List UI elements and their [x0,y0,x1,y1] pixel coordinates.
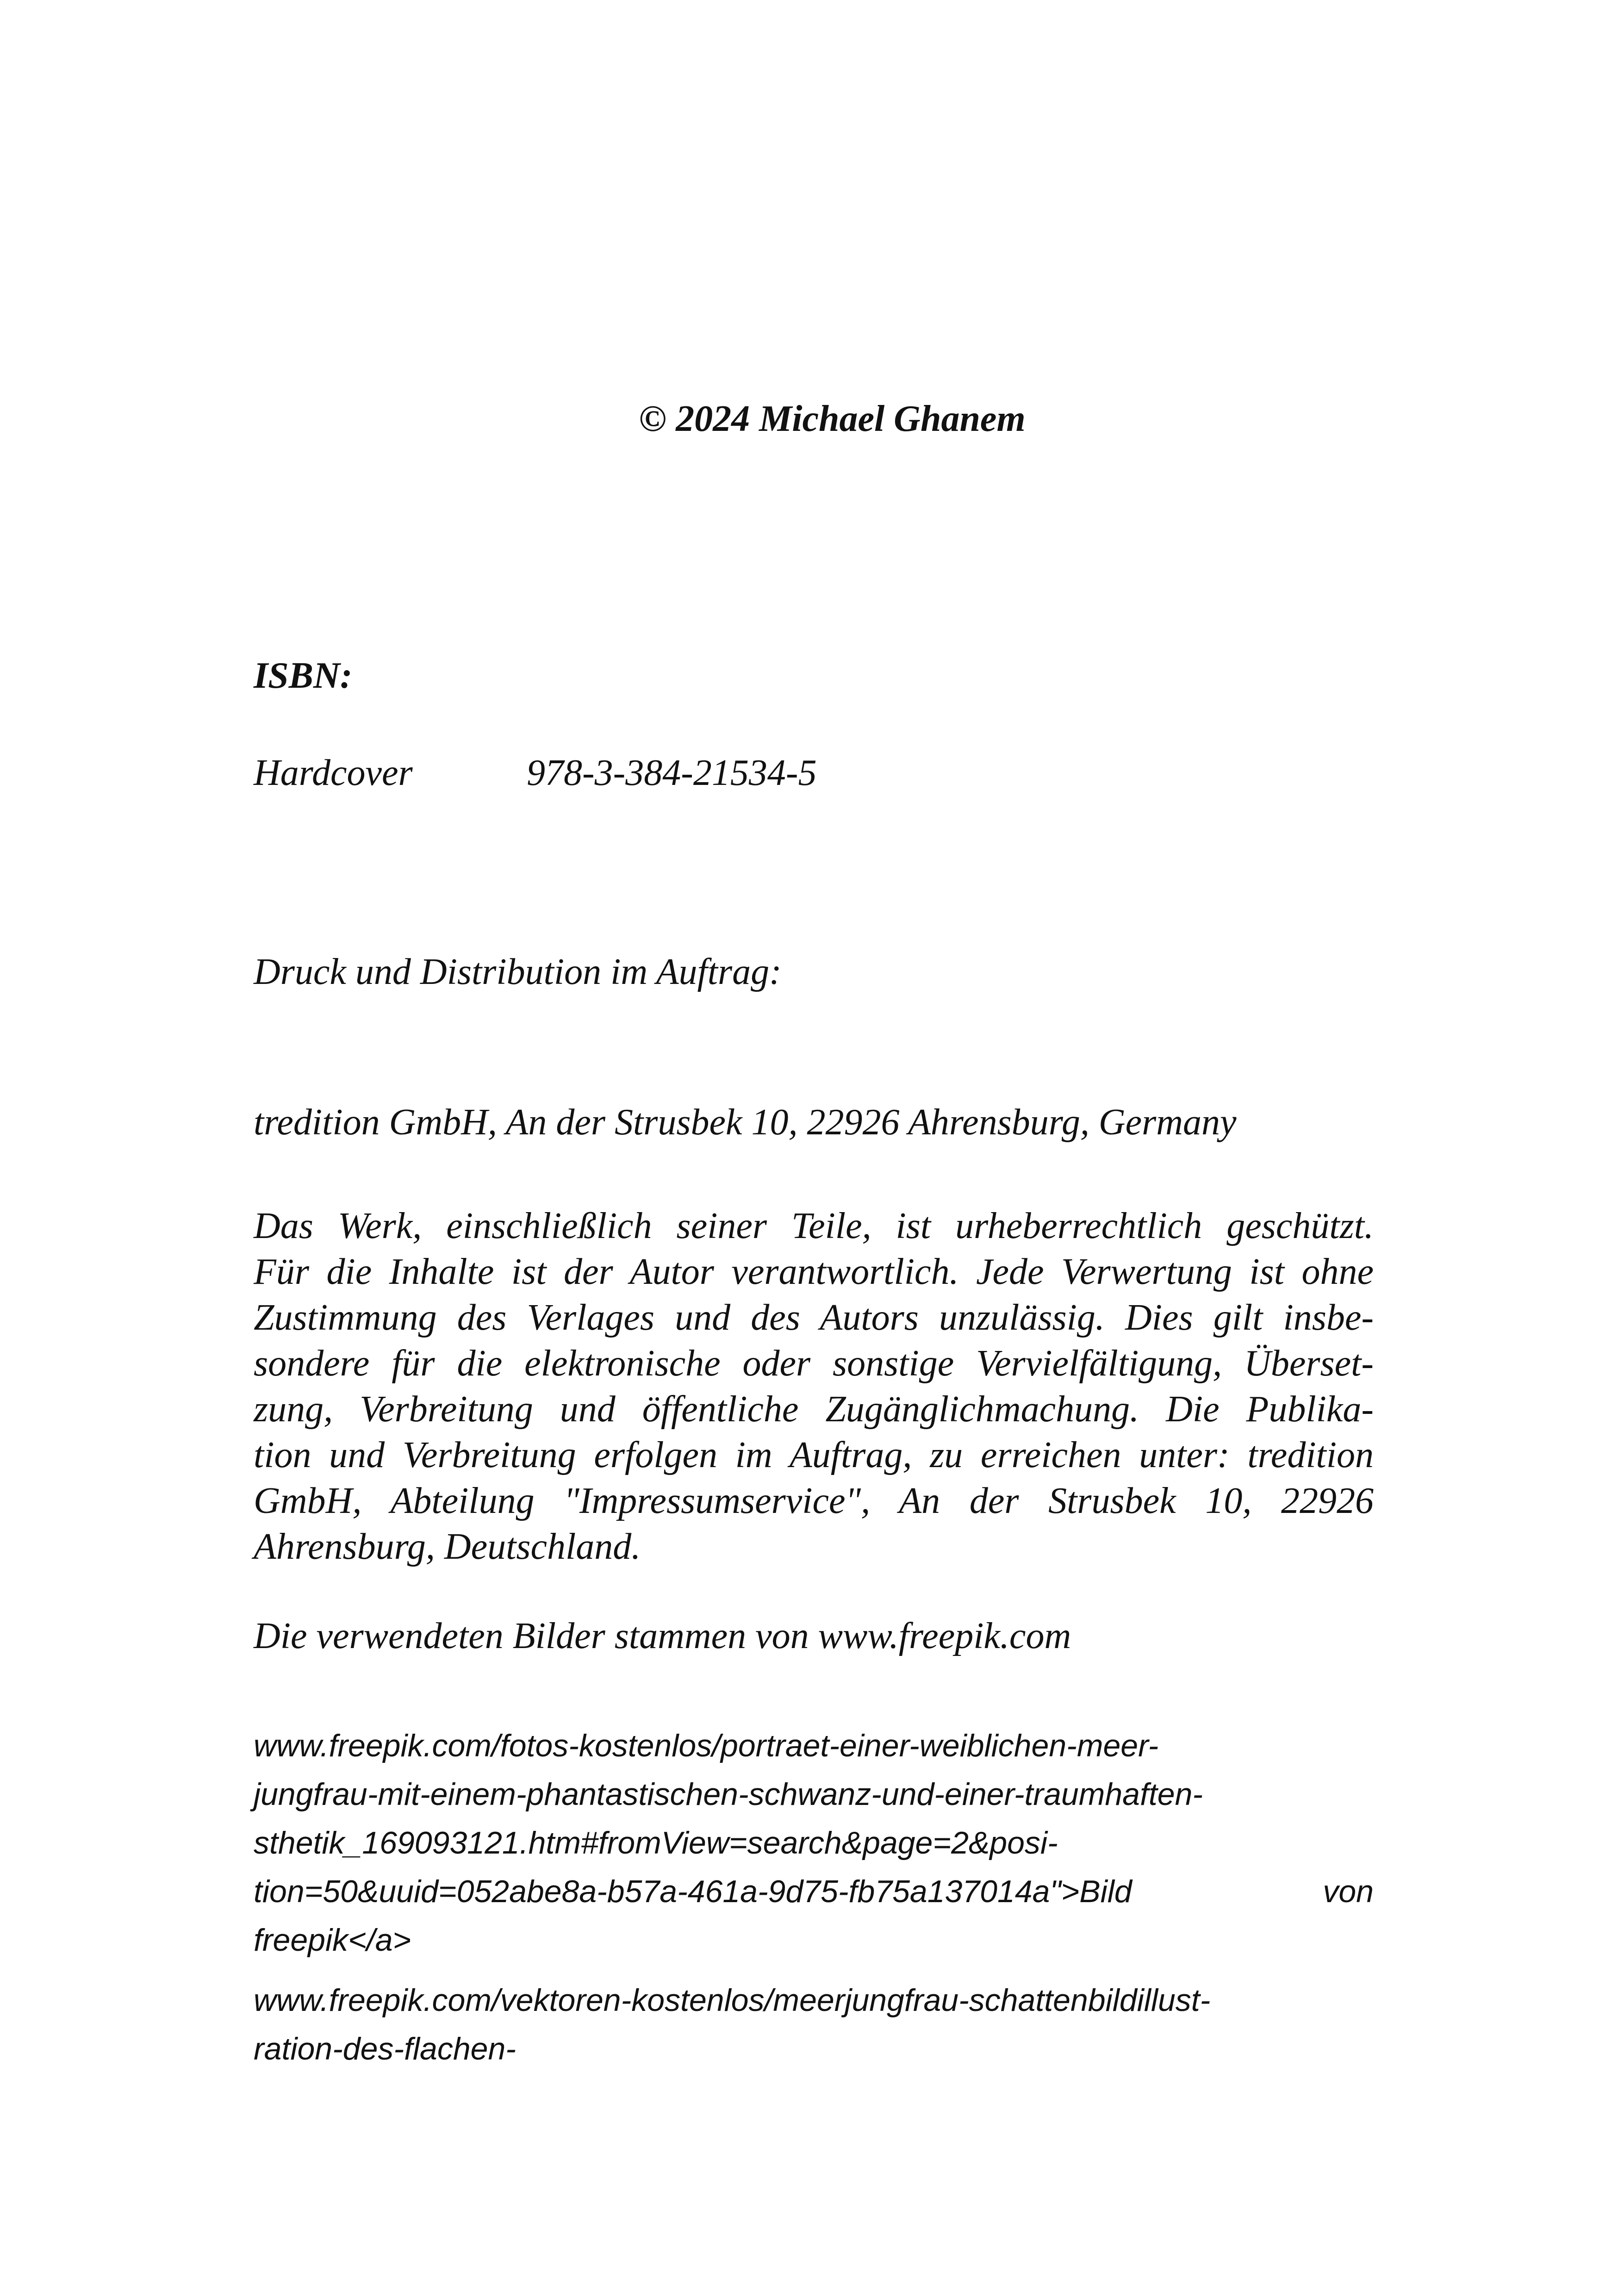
legal-line: zung, Verbreitung und öffentliche Zugänglichmachung. Die Publika- [254,1389,1374,1430]
copyright-notice: © 2024 Michael Ghanem [639,398,1026,439]
image-source-note: Die verwendeten Bilder stammen von www.freepik.com [254,1616,1071,1656]
print-distribution-note: Druck und Distribution im Auftrag: [254,952,782,992]
isbn-format: Hardcover [254,753,413,793]
url-line [254,1867,1374,1916]
url-line: www.freepik.com/vektoren-kostenlos/meerjungfrau-schattenbildillust- [254,1983,1211,2018]
legal-line: tion und Verbreitung erfolgen im Auftrag, zu erreichen unter: tredition [254,1435,1374,1475]
url-line: ration-des-flachen- [254,2031,516,2066]
url-line-left: tion=50&uuid=052abe8a-b57a-461a-9d75-fb75a137014a">Bild [254,1874,1132,1909]
image-credit-url-2 [254,1976,1374,2073]
publisher-address: tredition GmbH, An der Strusbek 10, 22926 Ahrensburg, Germany [254,1102,1237,1143]
url-line: freepik</a> [254,1923,411,1958]
legal-line: Für die Inhalte ist der Autor verantwortlich. Jede Verwertung ist ohne [254,1251,1374,1292]
legal-notice [254,1203,1374,1570]
legal-line: Ahrensburg, Deutschland. [254,1526,641,1567]
legal-line: GmbH, Abteilung "Impressumservice", An der Strusbek 10, 22926 [254,1481,1374,1521]
url-line: jungfrau-mit-einem-phantastischen-schwanz-und-einer-traumhaften- [254,1777,1203,1812]
legal-line: Das Werk, einschließlich seiner Teile, ist urheberrechtlich geschützt. [254,1206,1374,1246]
isbn-row [254,752,817,794]
image-credit-url-1 [254,1722,1374,1965]
legal-line: Zustimmung des Verlages und des Autors unzulässig. Dies gilt insbe- [254,1297,1374,1338]
url-line-right: von [1323,1874,1374,1909]
isbn-label: ISBN: [254,655,353,696]
url-line: sthetik_169093121.htm#fromView=search&page=2&posi- [254,1825,1058,1860]
legal-line: sondere für die elektronische oder sonstige Vervielfältigung, Überset- [254,1343,1374,1384]
isbn-number: 978-3-384-21534-5 [527,753,817,793]
url-line: www.freepik.com/fotos-kostenlos/portraet-einer-weiblichen-meer- [254,1728,1159,1763]
